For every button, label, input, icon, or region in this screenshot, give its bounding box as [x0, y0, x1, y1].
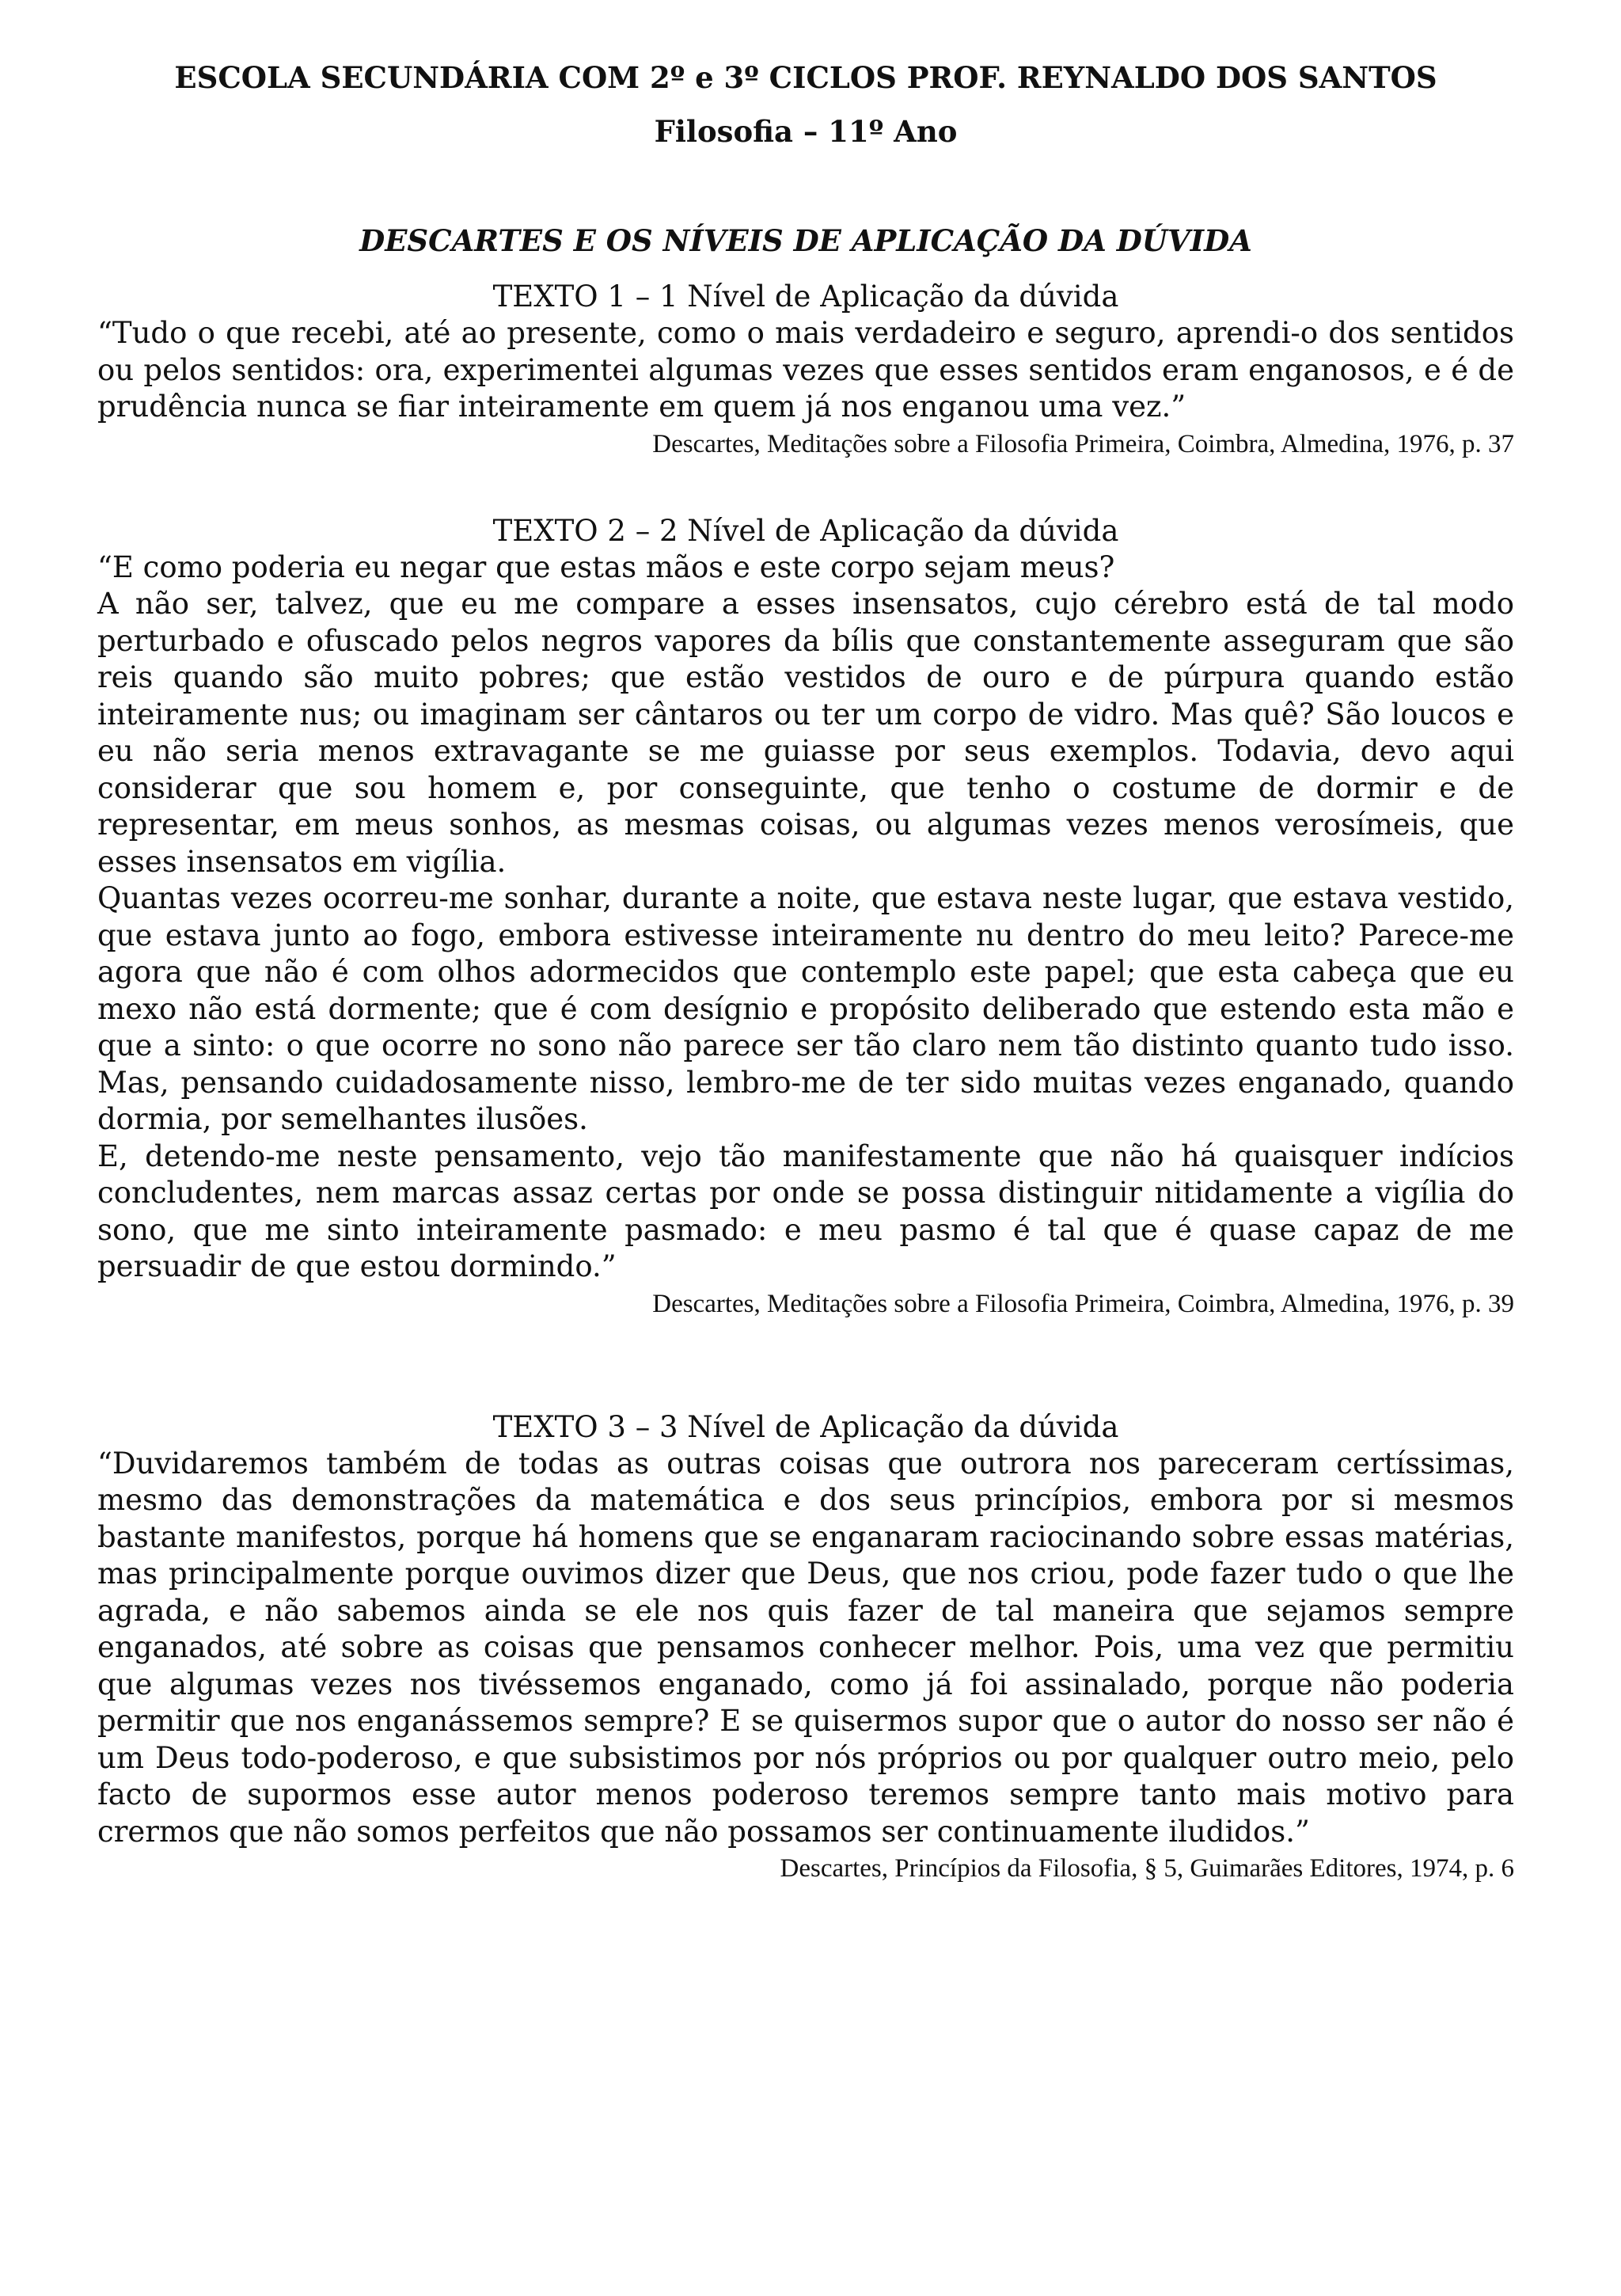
text-paragraph: Quantas vezes ocorreu-me sonhar, durante a noite, que estava neste lugar, que estava vestido, que estava junto ao fogo, embora estivesse inteiramente nu dentro do meu leito? Parece-me agora que não é com olhos adormecidos que contemplo este papel; que esta cabeça que eu mexo não está dormente; que é com desígnio e propósito deliberado que estendo esta mão e que a sinto: o que ocorre no sono não parece ser tão claro nem tão distinto quanto tudo isso. Mas, pensando cuidadosamente nisso, lembro-me de ter sido muitas vezes enganado, quando dormia, por semelhantes ilusões.: [97, 881, 1514, 1136]
text-paragraph: “E como poderia eu negar que estas mãos e este corpo sejam meus?: [97, 549, 1115, 584]
text-heading: TEXTO 1 – 1 Nível de Aplicação da dúvida: [492, 279, 1119, 314]
school-name: ESCOLA SECUNDÁRIA COM 2º e 3º CICLOS PROF. REYNALDO DOS SANTOS: [174, 60, 1437, 95]
text-section-2: [97, 513, 1514, 1322]
subject-line: Filosofia – 11º Ano: [654, 114, 958, 149]
citation: Descartes, Meditações sobre a Filosofia Primeira, Coimbra, Almedina, 1976, p. 37: [652, 429, 1514, 458]
text-heading: TEXTO 3 – 3 Nível de Aplicação da dúvida: [492, 1409, 1119, 1444]
document-title: DESCARTES E OS NÍVEIS DE APLICAÇÃO DA DÚVIDA: [359, 223, 1252, 258]
citation: Descartes, Princípios da Filosofia, § 5, Guimarães Editores, 1974, p. 6: [780, 1854, 1514, 1883]
text-heading: TEXTO 2 – 2 Nível de Aplicação da dúvida: [492, 513, 1119, 548]
text-section-3: [97, 1409, 1514, 1887]
text-paragraph: E, detendo-me neste pensamento, vejo tão manifestamente que não há quaisquer indícios concludentes, nem marcas assaz certas por onde se possa distinguir nitidamente a vigília do sono, que me sinto inteiramente pasmado: e meu pasmo é tal que é quase capaz de me persuadir de que estou dormindo.”: [97, 1138, 1514, 1283]
text-section-1: [97, 279, 1514, 462]
text-paragraph: “Tudo o que recebi, até ao presente, como o mais verdadeiro e seguro, aprendi-o dos sentidos ou pelos sentidos: ora, experimentei algumas vezes que esses sentidos eram enganosos, e é de prudência nunca se fiar inteiramente em quem já nos enganou uma vez.”: [97, 316, 1514, 424]
citation: Descartes, Meditações sobre a Filosofia Primeira, Coimbra, Almedina, 1976, p. 39: [652, 1289, 1514, 1318]
document-page: [97, 48, 1514, 1887]
text-paragraph: “Duvidaremos também de todas as outras coisas que outrora nos pareceram certíssimas, mesmo das demonstrações da matemática e dos seus princípios, embora por si mesmos bastante manifestos, porque há homens que se enganaram raciocinando sobre essas matérias, mas principalmente porque ouvimos dizer que Deus, que nos criou, pode fazer tudo o que lhe agrada, e não sabemos ainda se ele nos quis fazer de tal maneira que sejamos sempre enganados, até sobre as coisas que pensamos conhecer melhor. Pois, uma vez que permitiu que algumas vezes nos tivéssemos enganado, como já foi assinalado, porque não poderia permitir que nos enganássemos sempre? E se quisermos supor que o autor do nosso ser não é um Deus todo-poderoso, e que subsistimos por nós próprios ou por qualquer outro meio, pelo facto de supormos esse autor menos poderoso teremos sempre tanto mais motivo para crermos que não somos perfeitos que não possamos ser continuamente iludidos.”: [97, 1446, 1514, 1849]
text-paragraph: A não ser, talvez, que eu me compare a esses insensatos, cujo cérebro está de tal modo perturbado e ofuscado pelos negros vapores da bílis que constantemente asseguram que são reis quando são muito pobres; que estão vestidos de ouro e de púrpura quando estão inteiramente nus; ou imaginam ser cântaros ou ter um corpo de vidro. Mas quê? São loucos e eu não seria menos extravagante se me guiasse por seus exemplos. Todavia, devo aqui considerar que sou homem e, por conseguinte, que tenho o costume de dormir e de representar, em meus sonhos, as mesmas coisas, ou algumas vezes menos verosímeis, que esses insensatos em vigília.: [97, 587, 1514, 879]
